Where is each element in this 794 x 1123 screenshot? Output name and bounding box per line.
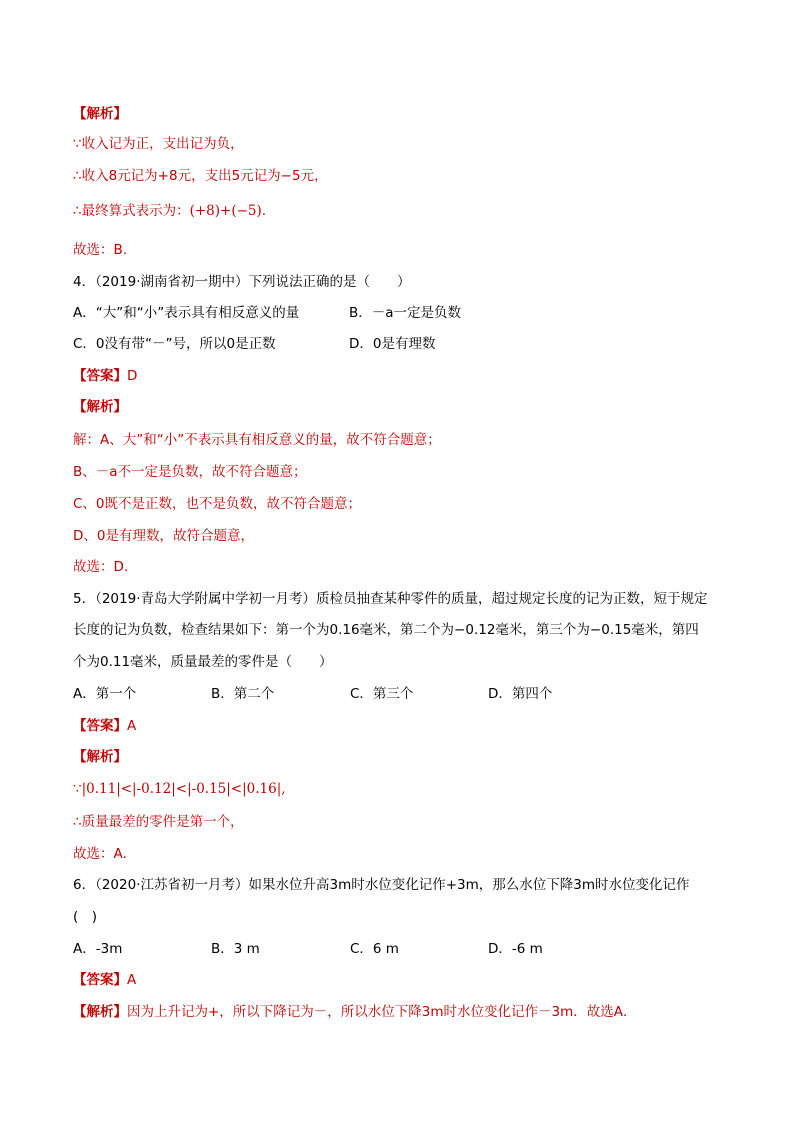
analysis-label: 【解析】: [73, 106, 127, 122]
analysis-label: 【解析】: [73, 1004, 127, 1020]
analysis-line: ∴质量最差的零件是第一个，: [73, 814, 244, 830]
analysis-line: [73, 1002, 637, 1022]
choice-line: 故选：B.: [73, 242, 128, 258]
analysis-label: 【解析】: [73, 399, 127, 415]
analysis-line: ∴收入8元记为+8元，支出5元记为−5元，: [73, 168, 328, 184]
option-c: C．第三个: [350, 686, 414, 702]
math-expression: (+8)+(−5): [189, 203, 262, 219]
answer-value: D: [127, 368, 138, 384]
question-stem: 4．（2019·湖南省初一期中）下列说法正确的是（ ）: [73, 274, 411, 290]
option-d: D．0是有理数: [349, 336, 436, 352]
option-c: C．0没有带“－”号，所以0是正数: [73, 336, 276, 352]
question-stem: 个为0.11毫米，质量最差的零件是（ ）: [73, 654, 333, 670]
option-b: B．第二个: [211, 686, 275, 702]
option-a: A．-3m: [73, 941, 123, 957]
analysis-line: [73, 201, 266, 221]
choice-line: 故选：A.: [73, 846, 127, 862]
option-a: A．“大”和“小”表示具有相反意义的量: [73, 305, 300, 321]
question-stem: 6．（2020·江苏省初一月考）如果水位升高3m时水位变化记作+3m，那么水位下降3m时水位变化记作: [73, 877, 690, 893]
analysis-text: 因为上升记为+，所以下降记为－，所以水位下降3m时水位变化记作－3m．故选A．: [127, 1004, 637, 1020]
answer-label: 【答案】: [73, 368, 127, 384]
analysis-line: C、0既不是正数，也不是负数，故不符合题意；: [73, 496, 362, 512]
analysis-label: 【解析】: [73, 749, 127, 765]
analysis-text: ∴最终算式表示为：: [73, 203, 190, 219]
question-stem: 长度的记为负数，检查结果如下：第一个为0.16毫米，第二个为−0.12毫米，第三个为−0.15毫米，第四: [73, 622, 699, 638]
answer-line: [73, 366, 137, 386]
options-row: [73, 303, 461, 323]
options-row: [73, 334, 435, 354]
analysis-line: ∵|0.11|<|-0.12|<|-0.15|<|0.16|,: [73, 781, 286, 797]
answer-line: [73, 970, 136, 990]
analysis-line: 解：A、大”和“小”不表示具有相反意义的量，故不符合题意；: [73, 432, 441, 448]
choice-line: 故选：D.: [73, 559, 129, 575]
option-d: D．第四个: [488, 686, 553, 702]
analysis-text: .: [261, 203, 267, 219]
answer-value: A: [127, 972, 137, 988]
answer-line: [73, 716, 136, 736]
option-b: B．3 m: [211, 941, 260, 957]
answer-label: 【答案】: [73, 972, 127, 988]
question-stem: 5．（2019·青岛大学附属中学初一月考）质检员抽查某种零件的质量，超过规定长度的记为正数，短于规定: [73, 591, 708, 607]
option-b: B．－a一定是负数: [349, 305, 462, 321]
option-d: D．-6 m: [488, 941, 543, 957]
options-row: [73, 939, 543, 959]
analysis-line: D、0是有理数，故符合题意，: [73, 528, 254, 544]
option-c: C．6 m: [350, 941, 399, 957]
answer-value: A: [127, 718, 137, 734]
option-a: A．第一个: [73, 686, 137, 702]
analysis-line: ∵收入记为正，支出记为负，: [73, 136, 244, 152]
question-stem: ( ): [73, 909, 98, 925]
answer-label: 【答案】: [73, 718, 127, 734]
analysis-line: B、－a不一定是负数，故不符合题意；: [73, 464, 307, 480]
options-row: [73, 684, 552, 704]
